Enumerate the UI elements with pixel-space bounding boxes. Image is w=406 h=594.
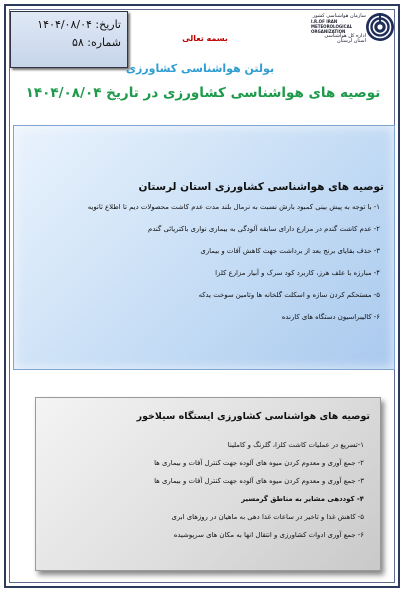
logo-org-fa: سازمان هواشناسی کشور xyxy=(312,13,366,19)
logo-org-en-1: I.R.OF IRAN xyxy=(311,19,338,24)
list-item: ۲- عدم کاشت گندم در مزارع دارای سابقه آلودگی به بیماری نواری باکتریائی گندم xyxy=(148,225,380,233)
logo-dept-fa: اداره کل هواشناسی xyxy=(324,33,366,39)
date-number-box xyxy=(10,11,128,68)
list-item: ۲- جمع آوری و معدوم کردن میوه های آلوده جهت کنترل آفات و بیماری ها xyxy=(154,459,364,467)
list-item: ۴- کوددهی مشایر به مناطق گرمسیر xyxy=(241,495,364,503)
bismillah-header: بسمه تعالی xyxy=(182,34,228,43)
list-item: ۳- جمع آوری و معدوم کردن میوه های آلوده جهت کنترل آفات و بیماری ها xyxy=(154,477,364,485)
main-title: توصیه های هواشناسی کشاورزی در تاریخ ۱۴۰۴/۰۸/۰۴ xyxy=(25,85,381,101)
list-item: ۱- با توجه به پیش بینی کمبود بارش نسبت به نرمال بلند مدت عدم کاشت محصولات دیم تا اطلاع ثانویه xyxy=(87,203,380,211)
organization-logo xyxy=(311,10,395,66)
list-item: ۵- کاهش غذا و تاخیر در ساعات غذا دهی به ماهیان در روزهای ابری xyxy=(171,513,364,521)
province-recommendations-panel xyxy=(13,125,395,370)
date-line: تاریخ: ۱۴۰۴/۰۸/۰۴ xyxy=(37,18,121,31)
station-panel-heading: توصیه های هواشناسی کشاورزی ایستگاه سیلاخور xyxy=(136,411,370,422)
list-item: ۱-تسریع در عملیات کاشت کلزا، گلرنگ و کاملینا xyxy=(227,441,364,449)
meteorological-emblem-icon xyxy=(365,12,395,42)
list-item: ۵- مستحکم کردن سازه و اسکلت گلخانه ها وتامین سوخت یدکه xyxy=(198,291,380,299)
province-panel-heading: توصیه های هواشناسی کشاورزی استان لرستان xyxy=(138,181,384,193)
station-recommendations-panel xyxy=(35,397,381,571)
station-recommendations-list xyxy=(154,440,364,548)
logo-text xyxy=(311,14,366,44)
number-line: شماره: ۵۸ xyxy=(71,36,121,49)
list-item: ۶- کالیبراسیون دستگاه های کارنده xyxy=(281,313,380,321)
logo-org-en-3: ORGANIZATION xyxy=(311,29,346,34)
province-recommendations-list xyxy=(88,202,380,334)
logo-org-en-2: METEOROLOGICAL xyxy=(311,24,353,29)
list-item: ۶- جمع آوری ادوات کشاورزی و انتقال انها به مکان های سرپوشیده xyxy=(173,531,364,539)
logo-province-fa: استان لرستان xyxy=(336,38,366,44)
list-item: ۴- مبارزه با علف هرز، کاربرد کود سرک و آبیار مزارع کلزا xyxy=(215,269,380,277)
bulletin-title: بولتن هواشناسی کشاورزی xyxy=(125,62,275,75)
list-item: ۳- حذف بقایای برنج بعد از برداشت جهت کاهش آفات و بیماری xyxy=(200,247,380,255)
